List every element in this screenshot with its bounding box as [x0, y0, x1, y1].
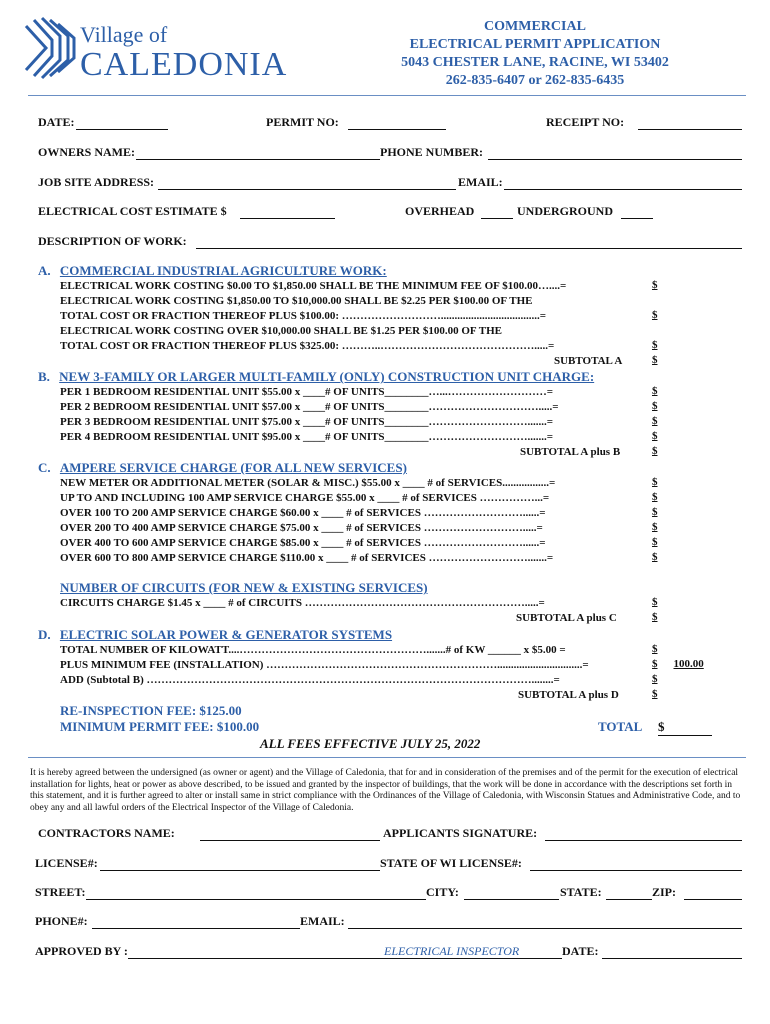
section-letter: D.	[38, 627, 51, 642]
dollar-sign: $	[652, 658, 658, 670]
amount-field[interactable]	[652, 536, 708, 548]
dollar-sign: $	[652, 445, 658, 457]
email-label: EMAIL:	[458, 175, 503, 189]
amount-field[interactable]	[652, 491, 708, 503]
section-c-line: NEW METER OR ADDITIONAL METER (SOLAR & MISC.) $55.00 x ____ # of SERVICES.................=	[60, 477, 556, 489]
header-title-line: 262-835-6407 or 262-835-6435	[445, 73, 625, 88]
job-site-address-field[interactable]	[158, 188, 456, 190]
amount-field[interactable]	[652, 688, 708, 700]
section-c-line: UP TO AND INCLUDING 100 AMP SERVICE CHARGE $55.00 x ____ # of SERVICES ……………...=	[60, 492, 550, 504]
header-title-line: COMMERCIAL	[484, 19, 586, 34]
applicants-signature-label: APPLICANTS SIGNATURE:	[383, 826, 538, 840]
section-b-line: PER 3 BEDROOM RESIDENTIAL UNIT $75.00 x ____# OF UNITS________……………………….......=	[60, 416, 554, 428]
contractors-name-field[interactable]	[200, 839, 380, 841]
minimum-permit-fee: MINIMUM PERMIT FEE: $100.00	[60, 719, 260, 734]
fees-effective-date: ALL FEES EFFECTIVE JULY 25, 2022	[260, 736, 481, 751]
dollar-sign: $	[652, 596, 658, 608]
overhead-field[interactable]	[481, 217, 513, 219]
section-d-title	[38, 627, 392, 643]
phone-number-label: PHONE NUMBER:	[380, 145, 483, 159]
village-logo-mark-icon	[20, 16, 78, 80]
street-field[interactable]	[86, 898, 426, 900]
dollar-sign: $	[652, 521, 658, 533]
circuits-title-text: NUMBER OF CIRCUITS (FOR NEW & EXISTING SERVICES)	[60, 580, 428, 595]
license-field[interactable]	[100, 869, 380, 871]
zip-field[interactable]	[684, 898, 742, 900]
subtotal-ab-label: SUBTOTAL A plus B	[520, 446, 621, 458]
date-field[interactable]	[76, 128, 168, 130]
amount-field[interactable]	[652, 643, 708, 655]
amount-field[interactable]	[652, 339, 708, 351]
electrical-inspector-label: ELECTRICAL INSPECTOR	[384, 944, 520, 958]
dollar-sign: $	[658, 719, 665, 734]
header-title-line: 5043 CHESTER LANE, RACINE, WI 53402	[401, 55, 669, 70]
header-title	[360, 18, 710, 90]
approved-date-label: DATE:	[562, 944, 599, 958]
amount-field[interactable]	[652, 658, 708, 670]
permit-no-label: PERMIT NO:	[266, 115, 339, 129]
job-site-address-label: JOB SITE ADDRESS:	[38, 175, 155, 189]
overhead-label: OVERHEAD	[405, 204, 475, 218]
dollar-sign: $	[652, 279, 658, 291]
contractors-name-label: CONTRACTORS NAME:	[38, 826, 175, 840]
village-logo	[20, 16, 300, 86]
permit-no-field[interactable]	[348, 128, 446, 130]
cost-estimate-field[interactable]	[240, 217, 335, 219]
zip-label: ZIP:	[652, 885, 676, 899]
dollar-sign: $	[652, 339, 658, 351]
receipt-no-field[interactable]	[638, 128, 742, 130]
section-letter: A.	[38, 263, 51, 278]
dollar-sign: $	[652, 643, 658, 655]
amount-field[interactable]	[652, 279, 708, 291]
dollar-sign: $	[652, 309, 658, 321]
total-label: TOTAL	[598, 719, 643, 734]
amount-field[interactable]	[652, 611, 708, 623]
section-c-title	[38, 460, 407, 476]
section-title-text: COMMERCIAL INDUSTRIAL AGRICULTURE WORK:	[59, 263, 387, 278]
dollar-sign: $	[652, 611, 658, 623]
subtotal-ac-label: SUBTOTAL A plus C	[516, 612, 617, 624]
amount-field[interactable]	[652, 415, 708, 427]
dollar-sign: $	[652, 491, 658, 503]
amount-field[interactable]	[652, 385, 708, 397]
description-field[interactable]	[196, 247, 742, 249]
section-b-line: PER 2 BEDROOM RESIDENTIAL UNIT $57.00 x ____# OF UNITS________………………………….....=	[60, 401, 559, 413]
dollar-sign: $	[652, 688, 658, 700]
reinspection-fee: RE-INSPECTION FEE: $125.00	[60, 703, 242, 718]
subtotal-ad-label: SUBTOTAL A plus D	[518, 689, 619, 701]
section-title-text: ELECTRIC SOLAR POWER & GENERATOR SYSTEMS	[59, 627, 393, 642]
phone-field[interactable]	[92, 927, 300, 929]
dollar-sign: $	[652, 430, 658, 442]
total-amount[interactable]	[658, 719, 712, 736]
approved-date-field[interactable]	[602, 957, 742, 959]
underground-label: UNDERGROUND	[517, 204, 613, 218]
amount-field[interactable]	[652, 400, 708, 412]
dollar-sign: $	[652, 551, 658, 563]
section-b-title	[38, 369, 594, 385]
section-title-text: NEW 3-FAMILY OR LARGER MULTI-FAMILY (ONLY) CONSTRUCTION UNIT CHARGE:	[59, 369, 595, 384]
amount-field[interactable]	[652, 430, 708, 442]
amount-field[interactable]	[652, 476, 708, 488]
dollar-sign: $	[652, 506, 658, 518]
section-a-line: ELECTRICAL WORK COSTING OVER $10,000.00 SHALL BE $1.25 PER $100.00 OF THE	[60, 325, 503, 337]
section-d-line: PLUS MINIMUM FEE (INSTALLATION) ………………………………………………………...............................=	[60, 659, 589, 671]
dollar-sign: $	[652, 385, 658, 397]
circuits-title	[60, 580, 428, 596]
amount-field[interactable]	[652, 521, 708, 533]
city-field[interactable]	[464, 898, 559, 900]
section-b-line: PER 1 BEDROOM RESIDENTIAL UNIT $55.00 x ____# OF UNITS________…...………………………=	[60, 386, 554, 398]
subtotal-a-label: SUBTOTAL A	[554, 355, 623, 367]
state-license-field[interactable]	[530, 869, 742, 871]
minimum-fee-value: 100.00	[673, 658, 704, 670]
state-field[interactable]	[606, 898, 652, 900]
amount-field[interactable]	[652, 506, 708, 518]
cost-estimate-label: ELECTRICAL COST ESTIMATE $	[38, 204, 227, 218]
underground-field[interactable]	[621, 217, 653, 219]
section-a-title	[38, 263, 387, 279]
logo-line-1: Village of	[80, 22, 168, 47]
bottom-email-field[interactable]	[348, 927, 742, 929]
agreement-text: It is hereby agreed between the undersigned (as owner or agent) and the Village of Caledonia, that for and in consideration of the premises and of the permit for the execution of electrical installation for lights, heat or power as above described, to be issued and granted by the inspector of buildings, that the work will be done in accordance with the descriptions set forth in this statement, and it is further agreed to alter or install same in strict compliance with the Ordinances of the Village of Caledonia, with Wisconsin Statues and Administrative Code, and to obey any and all lawful orders of the Electrical Inspector of the Village of Caledonia.	[30, 768, 741, 813]
section-a-line: ELECTRICAL WORK COSTING $1,850.00 TO $10,000.00 SHALL BE $2.25 PER $100.00 OF THE	[60, 295, 533, 307]
bottom-email-label: EMAIL:	[300, 914, 345, 928]
section-letter: B.	[38, 369, 50, 384]
agreement-divider	[28, 757, 746, 758]
applicants-signature-field[interactable]	[545, 839, 742, 841]
dollar-sign: $	[652, 400, 658, 412]
header-title-line: ELECTRICAL PERMIT APPLICATION	[409, 37, 661, 52]
amount-field[interactable]	[652, 673, 708, 685]
state-license-label: STATE OF WI LICENSE#:	[380, 856, 522, 870]
owners-name-label: OWNERS NAME:	[38, 145, 136, 159]
approved-by-label: APPROVED BY :	[35, 944, 128, 958]
section-letter: C.	[38, 460, 51, 475]
section-b-line: PER 4 BEDROOM RESIDENTIAL UNIT $95.00 x ____# OF UNITS________……………………….......=	[60, 431, 554, 443]
receipt-no-label: RECEIPT NO:	[546, 115, 625, 129]
city-label: CITY:	[426, 885, 459, 899]
license-label: LICENSE#:	[35, 856, 98, 870]
amount-field[interactable]	[652, 354, 708, 366]
email-field[interactable]	[504, 188, 742, 190]
section-a-line: TOTAL COST OR FRACTION THEREOF PLUS $100.00: ………………………....................................=	[60, 310, 547, 322]
state-label: STATE:	[560, 885, 602, 899]
amount-field[interactable]	[652, 551, 708, 563]
section-c-line: OVER 400 TO 600 AMP SERVICE CHARGE $85.00 x ____ # of SERVICES ………………………......=	[60, 537, 546, 549]
section-c-line: OVER 100 TO 200 AMP SERVICE CHARGE $60.00 x ____ # of SERVICES ………………………......=	[60, 507, 546, 519]
amount-field[interactable]	[652, 309, 708, 321]
dollar-sign: $	[652, 415, 658, 427]
street-label: STREET:	[35, 885, 86, 899]
section-a-line: TOTAL COST OR FRACTION THEREOF PLUS $325.00: ………..…………………………………….....=	[60, 340, 555, 352]
section-c-line: OVER 200 TO 400 AMP SERVICE CHARGE $75.00 x ____ # of SERVICES ……………………….....=	[60, 522, 543, 534]
section-d-line: ADD (Subtotal B) ……………………………………………………………………………………………........=	[60, 674, 560, 686]
phone-label: PHONE#:	[35, 914, 88, 928]
amount-field[interactable]	[652, 445, 708, 457]
description-label: DESCRIPTION OF WORK:	[38, 234, 187, 248]
logo-line-2: CALEDONIA	[80, 46, 288, 83]
phone-number-field[interactable]	[488, 158, 742, 160]
section-a-line: ELECTRICAL WORK COSTING $0.00 TO $1,850.00 SHALL BE THE MINIMUM FEE OF $100.00…....=	[60, 280, 567, 292]
section-c-line: OVER 600 TO 800 AMP SERVICE CHARGE $110.00 x ____ # of SERVICES ……………………….......=	[60, 552, 554, 564]
dollar-sign: $	[652, 673, 658, 685]
section-title-text: AMPERE SERVICE CHARGE (FOR ALL NEW SERVICES)	[59, 460, 407, 475]
date-label: DATE:	[38, 115, 75, 129]
dollar-sign: $	[652, 354, 658, 366]
header-divider	[28, 95, 746, 96]
circuits-line: CIRCUITS CHARGE $1.45 x ____ # of CIRCUITS …………………………………………………….....=	[60, 597, 545, 609]
dollar-sign: $	[652, 476, 658, 488]
section-d-line: TOTAL NUMBER OF KILOWATT....…………………………………………….......# of KW ______ x $5.00 =	[60, 644, 566, 656]
amount-field[interactable]	[652, 596, 708, 608]
dollar-sign: $	[652, 536, 658, 548]
owners-name-field[interactable]	[136, 158, 380, 160]
